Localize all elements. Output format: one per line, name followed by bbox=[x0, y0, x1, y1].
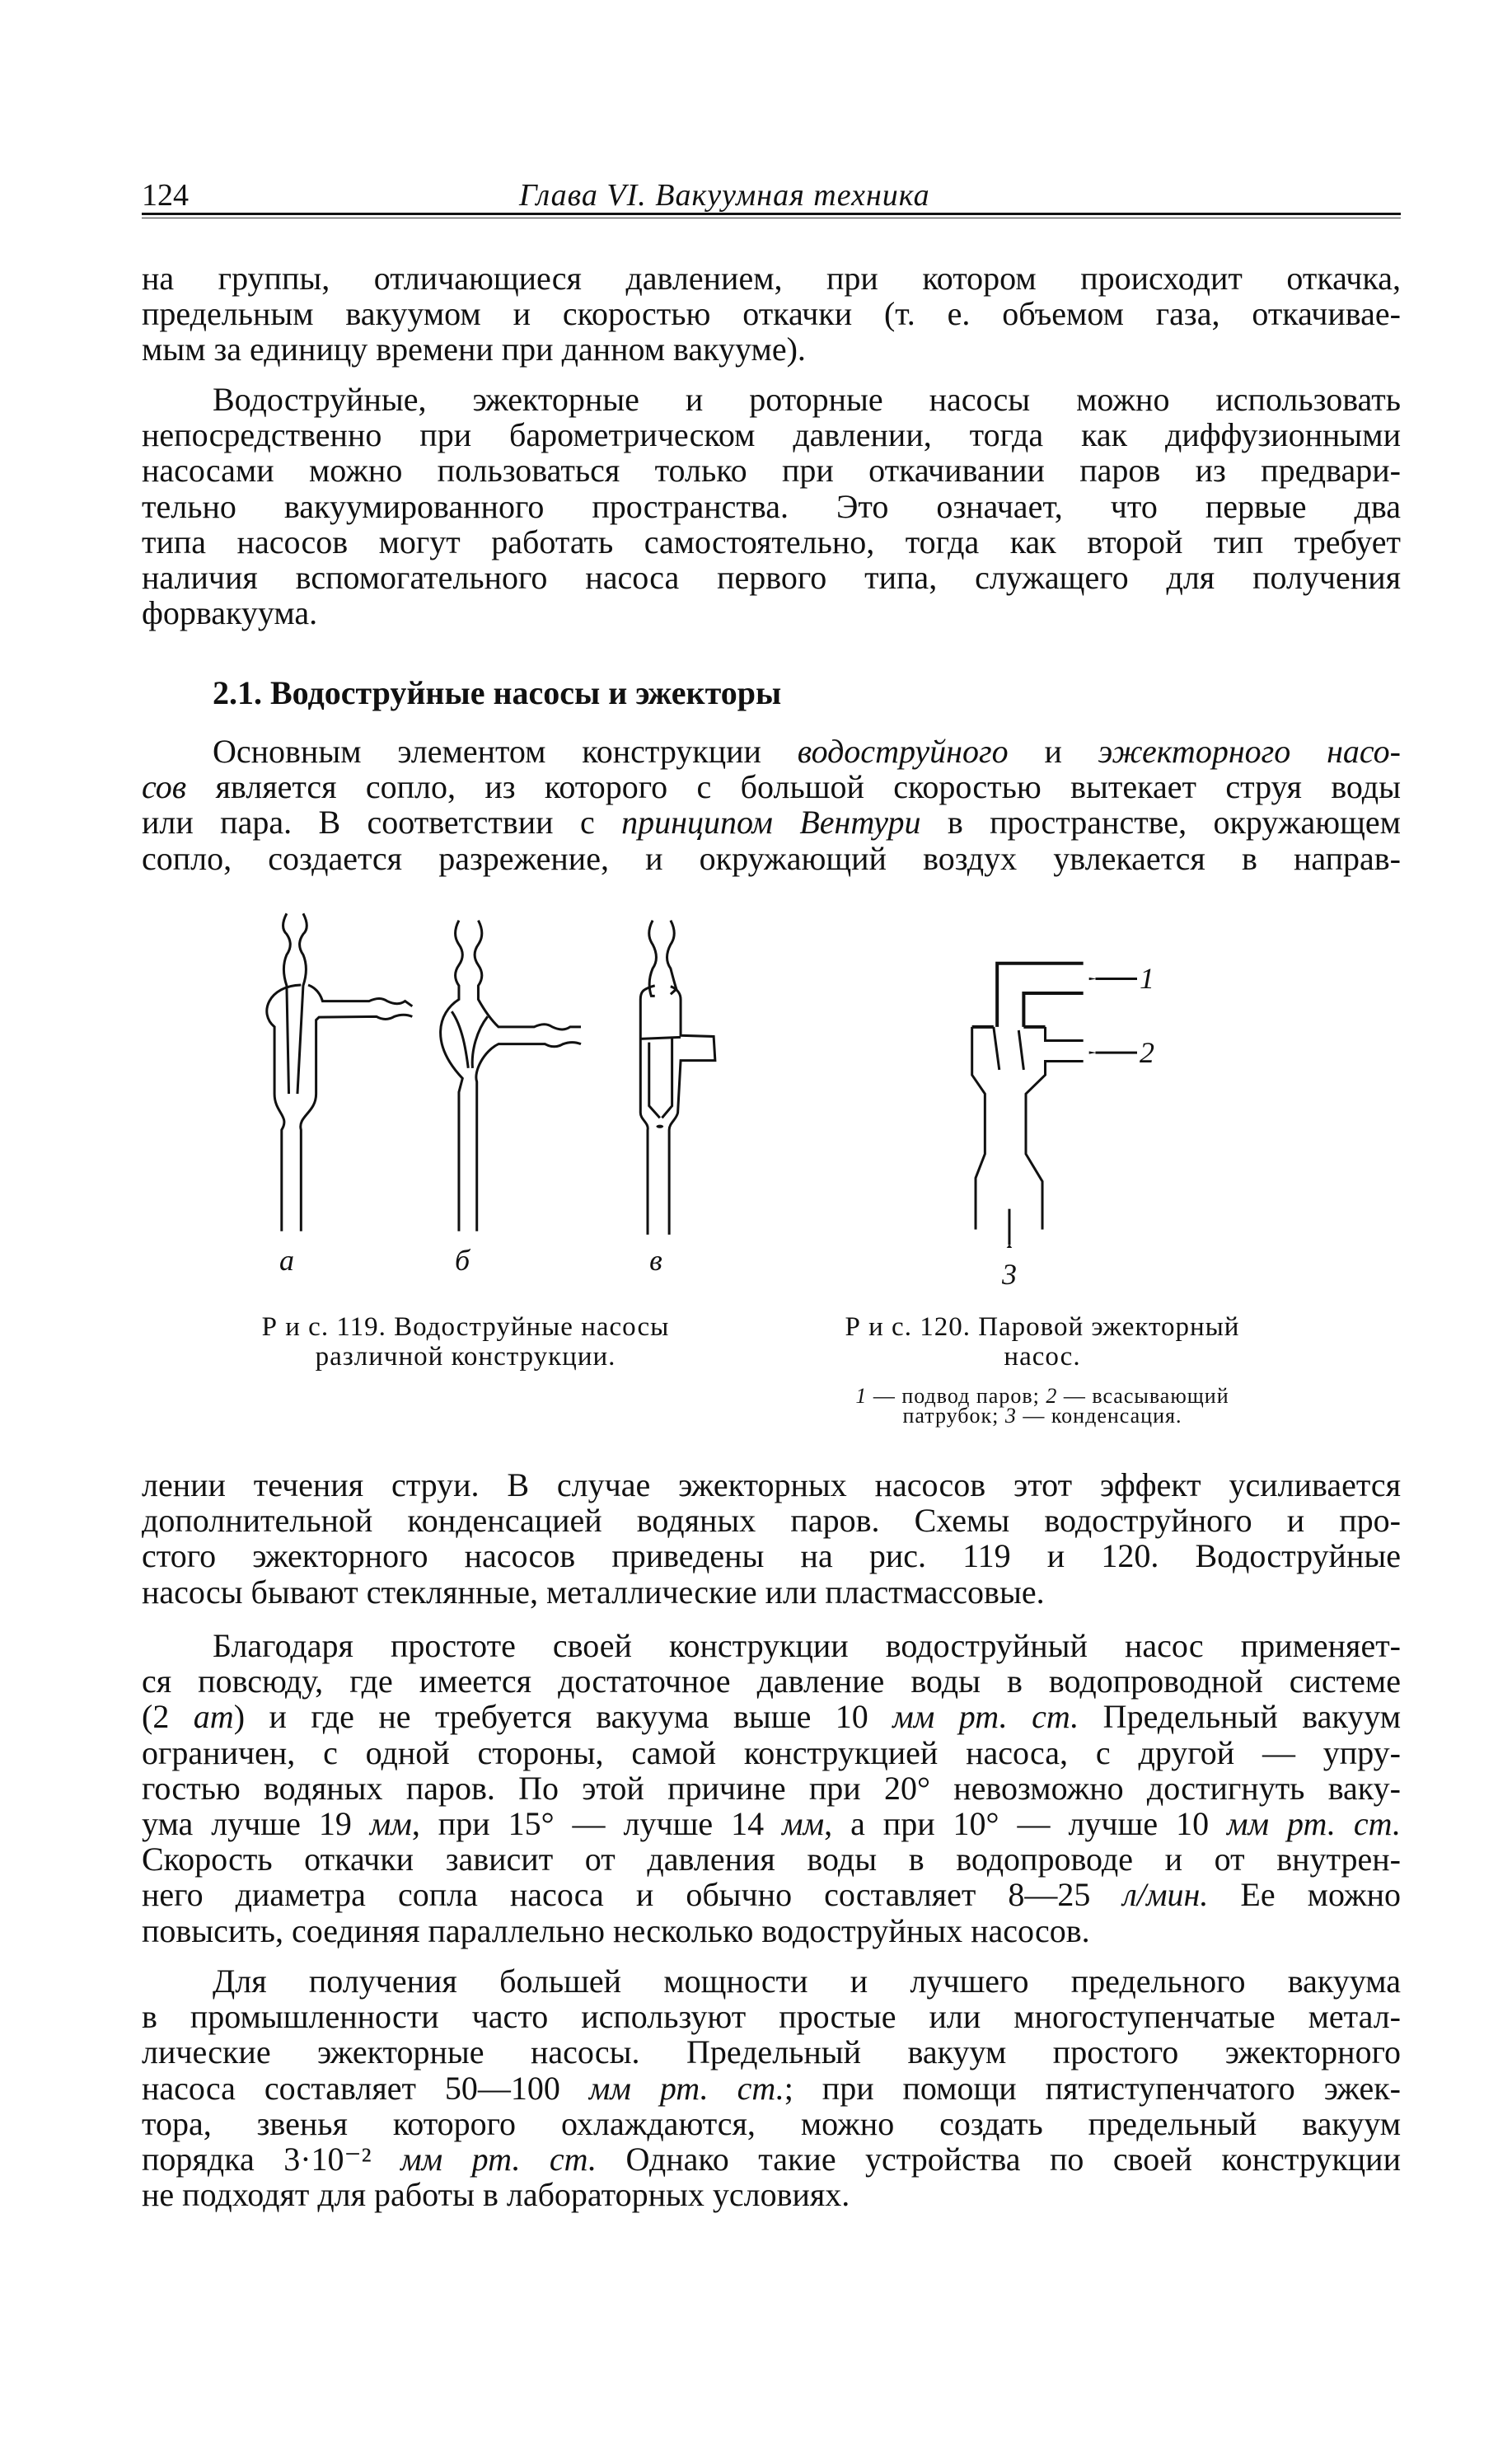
text: насосы бывают стеклянные, металлические или пластмассовые. bbox=[142, 1573, 1045, 1611]
text: Благодаря простоте своей конструкции водоструйный насос применяет- bbox=[213, 1627, 1401, 1664]
text-line bbox=[142, 382, 1401, 417]
text-line bbox=[142, 417, 1401, 453]
text: непосредственно при барометрическом давлении, тогда как диффузионными bbox=[142, 416, 1401, 454]
italic-text: мм рт. ст. bbox=[892, 1698, 1079, 1736]
text-line bbox=[142, 734, 1401, 769]
paragraph bbox=[142, 382, 1401, 631]
steam-ejector-pump bbox=[972, 964, 1137, 1245]
italic-text: эжекторного насо- bbox=[1098, 733, 1402, 770]
italic-text: принципом Вентури bbox=[621, 804, 921, 842]
text-line bbox=[142, 841, 1401, 876]
text: и bbox=[1008, 733, 1098, 770]
legend-text: — конденсация. bbox=[1016, 1404, 1182, 1428]
text: типа насосов могут работать самостоятельно, тогда как второй тип требует bbox=[142, 523, 1401, 560]
figure-120-legend bbox=[779, 1386, 1306, 1426]
figure-label-1: 1 bbox=[1140, 962, 1154, 995]
running-title: Глава VI. Вакуумная техника bbox=[519, 178, 930, 213]
text: гостью водяных паров. По этой причине при 20° невозможно достигнуть ваку- bbox=[142, 1769, 1401, 1807]
text-line bbox=[142, 2141, 1401, 2177]
text: форвакуума. bbox=[142, 594, 318, 632]
text: ; при помощи пятиступенчатого эжек- bbox=[784, 2069, 1401, 2107]
paragraph bbox=[142, 734, 1401, 876]
text-line bbox=[142, 1467, 1401, 1503]
text: сопло, создается разрежение, и окружающий воздух увлекается в направ- bbox=[142, 839, 1401, 877]
figure-label-a: а bbox=[279, 1244, 294, 1277]
italic-text: мм bbox=[369, 1804, 412, 1842]
text: является сопло, из которого с большой скоростью вытекает струя воды bbox=[186, 768, 1401, 806]
legend-number: 1 bbox=[855, 1384, 868, 1408]
text-line bbox=[142, 1538, 1401, 1573]
figure-label-c: в bbox=[649, 1244, 662, 1277]
text-line bbox=[142, 769, 1401, 804]
caption-line: насос. bbox=[1004, 1342, 1081, 1372]
text: ума лучше 19 bbox=[142, 1804, 370, 1842]
water-jet-pump-a bbox=[267, 913, 413, 1231]
text: Для получения большей мощности и лучшего предельного вакуума bbox=[213, 1963, 1401, 2000]
italic-text: мм bbox=[782, 1804, 825, 1842]
text-line bbox=[142, 1735, 1401, 1770]
text: дополнительной конденсацией водяных паров. Схемы водоструйного и про- bbox=[142, 1502, 1401, 1540]
text: не подходят для работы в лабораторных условиях. bbox=[142, 2176, 850, 2214]
text: мым за единицу времени при данном вакууме). bbox=[142, 331, 806, 368]
text-line bbox=[142, 296, 1401, 331]
text-line bbox=[142, 331, 1401, 367]
section-heading: 2.1. Водоструйные насосы и эжекторы bbox=[213, 674, 782, 711]
text-line bbox=[142, 2177, 1401, 2212]
text-line bbox=[142, 524, 1401, 560]
text: или пара. В соответствии с bbox=[142, 804, 622, 842]
text: порядка 3·10⁻² bbox=[142, 2140, 401, 2178]
text: Скорость откачки зависит от давления воды в водопроводе и от внутрен- bbox=[142, 1841, 1401, 1878]
figure-label-b: б bbox=[454, 1244, 470, 1277]
text-line bbox=[142, 2034, 1401, 2070]
text: , при 15° — лучше 14 bbox=[411, 1804, 783, 1842]
text-line bbox=[142, 1699, 1401, 1734]
italic-text: водоструйного bbox=[797, 733, 1009, 770]
text-line bbox=[142, 2070, 1401, 2106]
text: , а при 10° — лучше 10 bbox=[824, 1804, 1228, 1842]
legend-text: — подвод паров; bbox=[867, 1384, 1046, 1408]
caption-line: различной конструкции. bbox=[315, 1342, 616, 1372]
paragraph bbox=[142, 1628, 1401, 1948]
text: в пространстве, окружающем bbox=[920, 804, 1401, 842]
text: наличия вспомогательного насоса первого типа, служащего для получения bbox=[142, 558, 1401, 596]
figure-label-2: 2 bbox=[1140, 1036, 1154, 1069]
text: стого эжекторного насосов приведены на рис. 119 и 120. Водоструйные bbox=[142, 1537, 1401, 1575]
text: Водоструйные, эжекторные и роторные насосы можно использовать bbox=[213, 381, 1401, 418]
italic-text: сов bbox=[142, 768, 187, 806]
italic-text: л/мин. bbox=[1122, 1876, 1209, 1914]
italic-text: мм рт. ст. bbox=[1227, 1804, 1401, 1842]
italic-text: ат bbox=[193, 1698, 234, 1736]
text: лении течения струи. В случае эжекторных насосов этот эффект усиливается bbox=[142, 1466, 1401, 1503]
text: повысить, соединяя параллельно несколько водоструйных насосов. bbox=[142, 1911, 1090, 1949]
paragraph bbox=[142, 1963, 1401, 2212]
caption-line: Р и с. 120. Паровой эжекторный bbox=[845, 1312, 1240, 1342]
text: Предельный вакуум bbox=[1079, 1698, 1402, 1736]
text: лические эжекторные насосы. Предельный вакуум простого эжекторного bbox=[142, 2033, 1401, 2071]
text: (2 bbox=[142, 1698, 194, 1736]
text-line bbox=[142, 1877, 1401, 1912]
text-line bbox=[142, 1806, 1401, 1841]
page-number: 124 bbox=[142, 178, 189, 213]
legend-number: 2 bbox=[1046, 1384, 1058, 1408]
text: Однако такие устройства по своей конструкции bbox=[597, 2140, 1401, 2178]
header-rule bbox=[142, 213, 1401, 215]
text: предельным вакуумом и скоростью откачки (т. е. объемом газа, откачивае- bbox=[142, 295, 1401, 333]
water-jet-pump-c bbox=[640, 921, 715, 1235]
text-line bbox=[142, 489, 1401, 524]
text-line bbox=[142, 1770, 1401, 1806]
text-line bbox=[142, 1841, 1401, 1877]
text: тора, звенья которого охлаждаются, можно создать предельный вакуум bbox=[142, 2104, 1401, 2142]
text-line bbox=[142, 804, 1401, 840]
text: насоса составляет 50—100 bbox=[142, 2069, 589, 2107]
text-line bbox=[142, 1503, 1401, 1538]
text: на группы, отличающиеся давлением, при котором происходит откачка, bbox=[142, 260, 1401, 297]
text-line bbox=[142, 453, 1401, 488]
legend-text: патрубок; bbox=[902, 1404, 1005, 1428]
text-line bbox=[142, 1663, 1401, 1699]
text-line bbox=[142, 1913, 1401, 1948]
paragraph bbox=[142, 1467, 1401, 1610]
text-line bbox=[142, 560, 1401, 595]
text: Основным элементом конструкции bbox=[213, 733, 798, 770]
italic-text: мм рт. ст. bbox=[588, 2069, 784, 2107]
text-line bbox=[142, 1628, 1401, 1663]
figure-120-caption bbox=[779, 1312, 1306, 1372]
legend-number: 3 bbox=[1004, 1404, 1017, 1428]
text: Ее можно bbox=[1208, 1876, 1401, 1914]
text-line bbox=[142, 1999, 1401, 2034]
paragraph bbox=[142, 260, 1401, 368]
text: ) и где не требуется вакуума выше 10 bbox=[233, 1698, 893, 1736]
legend-text: — всасывающий bbox=[1057, 1384, 1229, 1408]
water-jet-pump-b bbox=[441, 921, 581, 1231]
text-line bbox=[142, 2106, 1401, 2141]
text: в промышленности часто используют простые или многоступенчатые метал- bbox=[142, 1998, 1401, 2036]
text: него диаметра сопла насоса и обычно составляет 8—25 bbox=[142, 1876, 1123, 1914]
text-line bbox=[142, 1963, 1401, 1999]
text: ограничен, с одной стороны, самой конструкцией насоса, с другой — упру- bbox=[142, 1733, 1401, 1771]
text: тельно вакуумированного пространства. Это означает, что первые два bbox=[142, 487, 1401, 525]
text-line bbox=[142, 595, 1401, 631]
text: ся повсюду, где имеется достаточное давление воды в водопроводной системе bbox=[142, 1662, 1401, 1700]
figure-119-caption bbox=[202, 1312, 729, 1372]
text: насосами можно пользоваться только при откачивании паров из предвари- bbox=[142, 452, 1401, 490]
caption-line: Р и с. 119. Водоструйные насосы bbox=[261, 1312, 670, 1342]
text-line bbox=[142, 260, 1401, 296]
figure-label-3: 3 bbox=[1002, 1258, 1017, 1291]
nozzle-dot bbox=[656, 1125, 663, 1128]
italic-text: мм рт. ст. bbox=[400, 2140, 597, 2178]
text-line bbox=[142, 1574, 1401, 1610]
